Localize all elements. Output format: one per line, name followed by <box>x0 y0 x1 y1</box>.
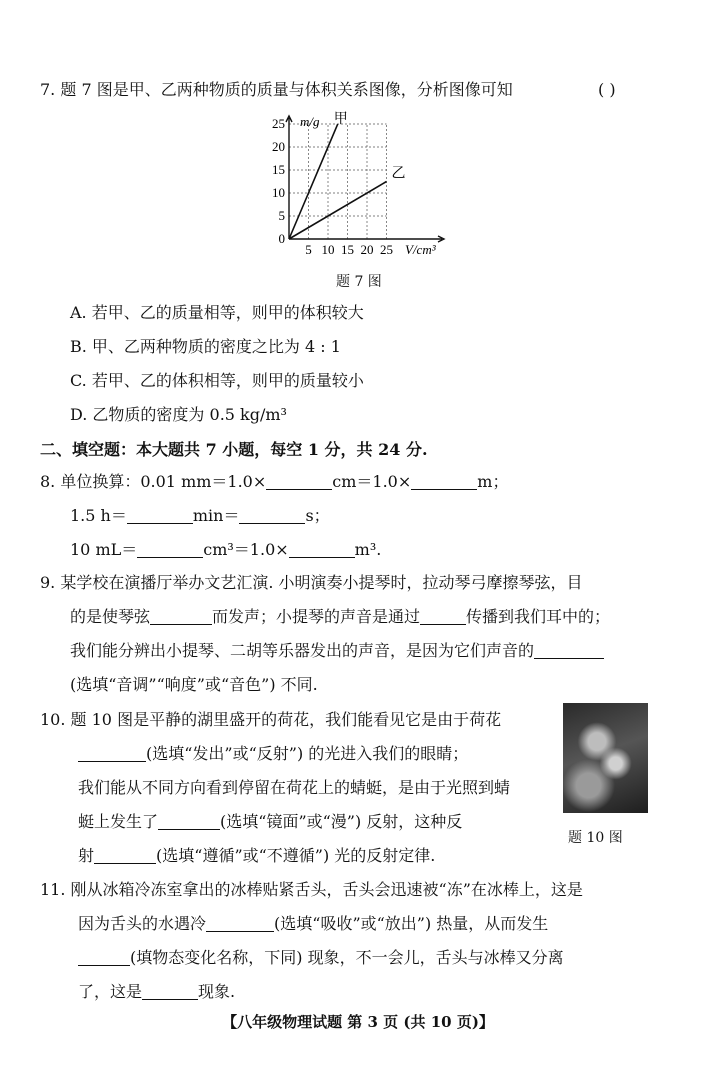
chart-ylabel: m/g <box>300 114 320 129</box>
q7-option-a[interactable]: A. 若甲、乙的质量相等，则甲的体积较大 <box>70 303 364 322</box>
blank[interactable] <box>150 608 212 625</box>
blank[interactable] <box>289 541 355 558</box>
q10-line4: 蜓上发生了 (选填“镜面”或“漫”) 反射，这种反 <box>78 812 463 831</box>
y-tick-label: 15 <box>272 162 285 177</box>
q10-line3: 我们能从不同方向看到停留在荷花上的蜻蜓，是由于光照到蜻 <box>78 778 511 797</box>
q10-line2: (选填“发出”或“反射”) 的光进入我们的眼睛； <box>78 744 468 764</box>
q10-line5: 射 (选填“遵循”或“不遵循”) 光的反射定律. <box>78 846 436 865</box>
q8-line1: 8. 单位换算：0.01 mm＝1.0× cm＝1.0× m； <box>40 472 509 491</box>
blank[interactable] <box>142 983 198 1000</box>
q11-line1: 11. 刚从冰箱冷冻室拿出的冰棒贴紧舌头，舌头会迅速被“冻”在冰棒上，这是 <box>40 880 583 899</box>
y-tick-label: 5 <box>278 208 285 223</box>
q9-line2: 的是使琴弦 而发声；小提琴的声音是通过 传播到我们耳中的； <box>70 607 611 626</box>
blank[interactable] <box>206 915 274 932</box>
q7-answer-paren[interactable]: ( ) <box>598 80 616 99</box>
q11-line2: 因为舌头的水遇冷 (选填“吸收”或“放出”) 热量，从而发生 <box>78 914 549 933</box>
blank[interactable] <box>534 642 604 659</box>
series-line-1 <box>289 182 387 240</box>
x-tick-label: 5 <box>305 242 312 257</box>
blank[interactable] <box>127 507 193 524</box>
series-line-0 <box>289 124 338 239</box>
x-tick-label: 15 <box>341 242 354 257</box>
x-tick-label: 20 <box>360 242 374 257</box>
series-label-1: 乙 <box>391 166 406 182</box>
q7-option-b[interactable]: B. 甲、乙两种物质的密度之比为 4 : 1 <box>70 337 341 356</box>
q11-line4: 了，这是 现象. <box>78 982 236 1001</box>
x-tick-label: 10 <box>321 242 335 257</box>
blank[interactable] <box>78 745 146 762</box>
y-tick-label: 10 <box>272 185 285 200</box>
blank[interactable] <box>239 507 305 524</box>
blank[interactable] <box>266 473 332 490</box>
q9-line3: 我们能分辨出小提琴、二胡等乐器发出的声音，是因为它们声音的 <box>70 641 604 661</box>
q7-chart <box>262 110 452 270</box>
q10-line1: 10. 题 10 图是平静的湖里盛开的荷花，我们能看见它是由于荷花 <box>40 710 502 729</box>
q7-figure-caption: 题 7 图 <box>336 274 382 290</box>
q9-line4: (选填“音调”“响度”或“音色”) 不同. <box>70 675 318 694</box>
series-label-0: 甲 <box>333 112 348 127</box>
blank[interactable] <box>94 847 156 864</box>
blank[interactable] <box>411 473 477 490</box>
blank[interactable] <box>137 541 203 558</box>
page-footer: 【八年级物理试题 第 3 页 (共 10 页)】 <box>222 1013 494 1031</box>
section2-title: 二、填空题：本大题共 7 小题，每空 1 分，共 24 分. <box>40 440 428 459</box>
lotus-photo <box>563 703 648 813</box>
q7-option-c[interactable]: C. 若甲、乙的体积相等，则甲的质量较小 <box>70 371 364 390</box>
q7-option-d[interactable]: D. 乙物质的密度为 0.5 kg/m³ <box>70 405 287 424</box>
x-tick-label: 25 <box>380 242 393 257</box>
y-tick-label: 0 <box>278 231 285 246</box>
blank[interactable] <box>420 608 466 625</box>
q10-figure-caption: 题 10 图 <box>568 830 623 846</box>
blank[interactable] <box>78 949 130 966</box>
y-tick-label: 20 <box>272 139 285 154</box>
q7-stem: 7. 题 7 图是甲、乙两种物质的质量与体积关系图像，分析图像可知 <box>40 80 513 99</box>
q8-line2: 1.5 h＝ min＝ s； <box>70 506 330 525</box>
y-tick-label: 25 <box>272 116 285 131</box>
blank[interactable] <box>158 813 220 830</box>
q8-line3: 10 mL＝ cm³＝1.0× m³. <box>70 540 382 559</box>
q11-line3: (填物态变化名称，下同) 现象，不一会儿，舌头与冰棒又分离 <box>78 948 564 968</box>
chart-xlabel: V/cm³ <box>405 242 436 257</box>
q9-line1: 9. 某学校在演播厅举办文艺汇演. 小明演奏小提琴时，拉动琴弓摩擦琴弦，目 <box>40 573 583 592</box>
